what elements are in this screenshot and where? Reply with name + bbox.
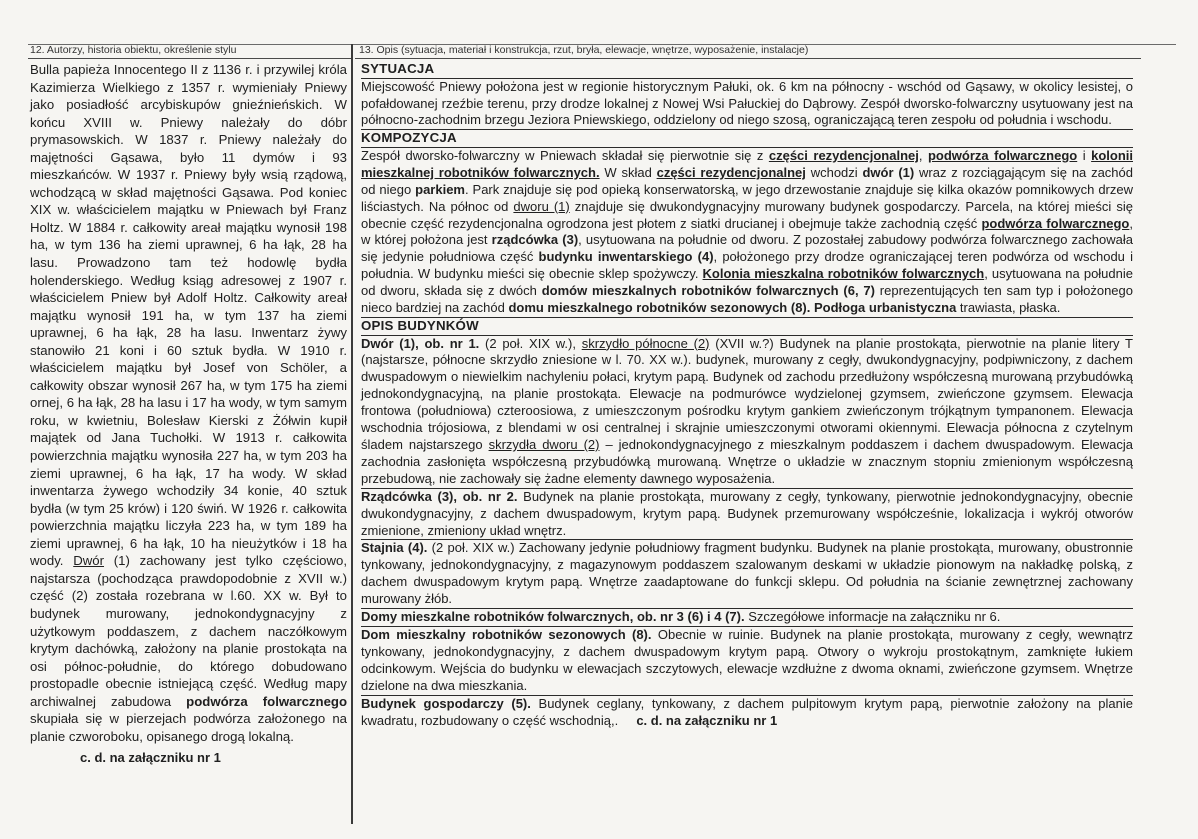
kompozycja-heading: KOMPOZYCJA <box>361 130 1133 148</box>
sytuacja-heading: SYTUACJA <box>361 61 1133 79</box>
text-run: (2 poł. XIX w.) Zachowany jedynie południowy fragment budynku. Budynek na planie prostokąta, murowany, obustronnie tynkowany, jednokondygnacyjny, z magazynowym poddaszem szalowanym deskami w układzie pionowym na nakładkę polską, z dachem dwuspadowym krytym papą. Wnętrze zaadaptowane do funkcji sklepu. Od południa na ścianie zewnętrznej zachowany murowany żłób. <box>361 540 1133 607</box>
history-paragraph <box>30 61 347 745</box>
text-run: Budynek na planie prostokąta, murowany z cegły, tynkowany, pierwotnie jednokondygnacyjny, obecnie dwukondygnacyjny, z dachem dwuspadowym, krytym papą. Budynek przemurowany współcześnie, lokalizacja i wykrój otworów zmienione, zmieniony układ wnętrz. <box>361 488 1133 538</box>
text-run: W skład <box>599 164 657 180</box>
opis-dwor <box>361 336 1133 489</box>
dwor-reference: Dwór <box>73 553 105 569</box>
text-run: Szczegółowe informacje na załączniku nr 6. <box>744 609 1001 625</box>
description-text <box>355 59 1141 729</box>
kolonia-reference: Kolonia mieszkalna robotników folwarcznych <box>702 266 985 282</box>
text-run: (2 poł. XIX w.), <box>479 335 582 351</box>
kompozycja-text <box>361 148 1133 318</box>
text-run: reprezentujących ten sam typ i położonego nieco bardziej na zachód <box>361 283 1133 316</box>
opis-budynkow-heading: OPIS BUDYNKÓW <box>361 318 1133 336</box>
text-run: trawiasta, płaska. <box>956 300 1061 316</box>
text-run: , położonego przy drodze ograniczającej teren podwórza od wschodu i południa. W budynku mieści się obecnie sklep spożywczy. <box>361 249 1133 282</box>
history-text <box>28 59 351 767</box>
text-run: . Park znajduje się pod opieką konserwatorską, w jego drzewostanie znajduje się kilka okazów pomnikowych drzew liściastych. Na północ od <box>361 181 1133 214</box>
opis-dom-sezonowych <box>361 627 1133 696</box>
skrzydlo-reference: skrzydło północne (2) <box>581 335 710 351</box>
stajnia-title: Stajnia (4). <box>361 540 428 556</box>
text-run: , w której położona jest <box>361 215 1134 248</box>
kolonia-reference: kolonii mieszkalnej robotników folwarcznych. <box>361 147 1133 180</box>
history-body-3: skupiała się w pierzejach podwórza założonego na planie czworoboku, opisanego drogą lokalną. <box>30 711 347 744</box>
park-label: parkiem <box>415 181 465 197</box>
podworze-reference: podwórza folwarcznego <box>927 147 1078 163</box>
text-run: wraz z rozciągającym się na zachód od niego <box>361 164 1133 197</box>
podworze-reference: podwórza folwarcznego <box>186 693 348 709</box>
sytuacja-text: Miejscowość Pniewy położona jest w regionie historycznym Pałuki, ok. 6 km na północny - wschód od Gąsawy, w okolicy lesistej, o pofałdowanej rzeźbie terenu, przy drodze lokalnej z Nowej Wsi Pałuckiej do Dąbrowy. Zespół dworsko-folwarczny usytuowany jest na północno-zachodnim brzegu Jeziora Pniewskiego, oddzielony od niego szosą, ograniczającą teren zespołu od południa i wschodu. <box>361 79 1133 131</box>
opis-domy-mieszkalne <box>361 609 1133 627</box>
rzadcowka-label: rządcówka (3) <box>491 232 579 248</box>
opis-rzadcowka <box>361 489 1133 541</box>
dwor-title: Dwór (1), ob. nr 1. <box>361 335 480 351</box>
rzadcowka-title: Rządcówka (3), ob. nr 2. <box>361 488 518 504</box>
text-run: (XVII w.?) Budynek na planie prostokąta, pierwotnie na planie litery T (najstarsze, północne skrzydło zniesione w l. 70. XX w.). budynek, murowany z cegły, dwukondygnacyjny, podpiwniczony, z dachem dwuspadowym o niewielkim nachyleniu połaci, krytym papą. Budynek od zachodu przedłużony współczesną murowaną przybudówką jednokondygnacyjną, na planie prostokąta. Elewacje na podmurówce wydzielonej gzymsem, zwieńczone gzymsem. Elewacja frontowa (południowa) czteroosiowa, z umieszczonym pośrodku krytym gankiem zwieńczonym trójkątnym tympanonem. Elewacja wschodnia trójosiowa, z blendami w osi centralnej i skrajnie umieszczonymi otworami okiennymi. Elewacja północna z czytelnym śladem najstarszego <box>361 335 1133 452</box>
spacer-text <box>63 553 73 568</box>
history-body: Bulla papieża Innocentego II z 1136 r. i przywilej króla Kazimierza Wielkiego z 1357 r. wymieniały Pniewy jako posiadłość arcybiskupów gnieźnieńskich. W końcu XVIII w. Pniewy należały do dóbr prymasowskich. W 1837 r. Pniewy należały do majętności Gąsawa, było 11 dymów i 93 mieszkańców. W 1937 r. Pniewy były wsią rządową, wchodzącą w skład majętności Gąsawa. Pod koniec XIX w. właścicielem majątku w Pniewach był Franz Holtz. W 1884 r. całkowity areał majątku wynosił 198 ha, w tym 136 ha ziemi uprawnej, 6 ha łąk, 28 ha lasu. Prowadzono tam też hodowlę bydła holenderskiego. Według ksiąg adresowej z 1907 r. właścicielem Pniew był Adolf Holtz. Całkowity areał majątku wynosił 191 ha, w tym 137 ha ziemi uprawnej, 6 ha łąk, 28 ha lasu. Inwentarz żywy stanowiło 21 koni i 60 sztuk bydła. W 1910 r. właścicielem majątku był Josef von Schöler, a całkowity obszar wynosił 267 ha, w tym 175 ha ziemi ornej, 6 ha łąk, 28 ha lasu i 17 ha wody, w tym samym roku, w kwietniu, Bolesław Kierski z Żółwin kupił majątek od Jana Tuchołki. W 1913 r. całkowita powierzchnia majątku wynosiła 227 ha, w tym 203 ha ziemi uprawnej, 6 ha łąk, 17 ha wody. W skład inwentarza żywego wchodziły 34 konie, 40 sztuk bydła (w tym 25 krów) i 120 świń. W 1926 r. całkowita powierzchnia majątku liczyła 223 ha, w tym 189 ha ziemi uprawnej, 6 ha łąk, 10 ha nieużytków i 18 ha wody. <box>30 62 347 569</box>
history-body-2: (1) zachowany jest tylko częściowo, najstarsza (pochodząca prawdopodobnie z XVII w.) część (2) została rozebrana w l.60. XX w. Był to budynek murowany, jednokondygnacyjny z użytkowym poddaszem, z dachem naczółkowym krytym dachówką, założony na planie prostokąta na osi północ-południe, do którego dobudowano prostopadle obecnie istniejącą część. Według mapy archiwalnej zabudowa <box>30 553 347 709</box>
skrzydlo-reference: skrzydła dworu (2) <box>488 437 600 452</box>
czesc-rezydencjonalna-reference: części rezydencjonalnej <box>768 147 919 163</box>
opis-stajnia <box>361 540 1133 609</box>
text-run: znajduje się dwukondygnacyjny murowany budynek gospodarczy. Parcela, na której mieści się obecnie część rezydencjonalna ogrodzona jest płotem z siatki drucianej i obejmuje także zachodnią część <box>361 198 1133 231</box>
history-column-header: 12. Autorzy, historia obiektu, określenie stylu <box>28 44 351 59</box>
description-column <box>355 44 1141 824</box>
domy-robotnikow-label: domów mieszkalnych robotników folwarcznych (6, 7) <box>541 283 875 299</box>
description-continuation-note: c. d. na załączniku nr 1 <box>636 712 778 728</box>
text-run: Budynek ceglany, tynkowany, z dachem pulpitowym krytym papą, pierwotnie założony na planie kwadratu, rozbudowany o część wschodnią,. <box>361 695 1133 728</box>
text-run: Obecnie w ruinie. Budynek na planie prostokąta, murowany z cegły, wewnątrz tynkowany, jednokondygnacyjny, z dachem dwuspadowym krytym papą. Otwory o wykroju prostokątnym, zamknięte łukiem odcinkowym. Wejścia do budynku w elewacjach szczytowych, elewacje wzdłużne z dwoma oknami, zwieńczone gzymsem. Wnętrze dzielone na dwa mieszkania. <box>361 626 1133 693</box>
dwor-reference: dworu (1) <box>513 198 570 214</box>
podworze-reference: podwórza folwarcznego <box>981 215 1130 231</box>
history-continuation-note: c. d. na załączniku nr 1 <box>80 750 221 766</box>
text-run: wchodzi <box>805 164 863 180</box>
budynek-gospodarczy-title: Budynek gospodarczy (5). <box>361 695 531 711</box>
text-run: , usytuowana na południe od dworu, składa się z dwóch <box>361 266 1133 299</box>
dom-sezonowych-title: Dom mieszkalny robotników sezonowych (8). <box>361 626 652 642</box>
text-run: i <box>1077 147 1092 163</box>
dwor-label: dwór (1) <box>862 164 915 180</box>
text-run: , <box>918 147 928 163</box>
czesc-rezydencjonalna-reference: części rezydencjonalnej <box>656 164 806 180</box>
dom-sezonowych-label: domu mieszkalnego robotników sezonowych (8). <box>508 300 811 316</box>
domy-mieszkalne-title: Domy mieszkalne robotników folwarcznych, ob. nr 3 (6) i 4 (7). <box>361 609 745 625</box>
text-run: – jednokondygnacyjnego z mieszkalnym poddaszem i dachem dwuspadowym. Elewacja zachodnia zasłonięta współczesną przybudówką murowaną. Wnętrze o układzie w znacznym stopniu zmienionym współczesną przebudową, nie zachowały się żadne elementy dawnego wyposażenia. <box>361 437 1134 486</box>
podloga-label: Podłoga urbanistyczna <box>814 300 957 316</box>
description-column-header: 13. Opis (sytuacja, materiał i konstrukcja, rzut, bryła, elewacje, wnętrze, wyposażenie, instalacje) <box>355 44 1141 59</box>
text-run: Zespół dworsko-folwarczny w Pniewach składał się pierwotnie się z <box>361 147 769 163</box>
opis-budynek-gospodarczy <box>361 696 1133 730</box>
budynek-inwentarski-label: budynku inwentarskiego (4) <box>538 249 714 265</box>
history-column <box>28 44 353 824</box>
text-run: , usytuowana na południe od dworu. Z pozostałej zabudowy podwórza folwarcznego zachowała się jedynie południowa część <box>361 232 1133 265</box>
